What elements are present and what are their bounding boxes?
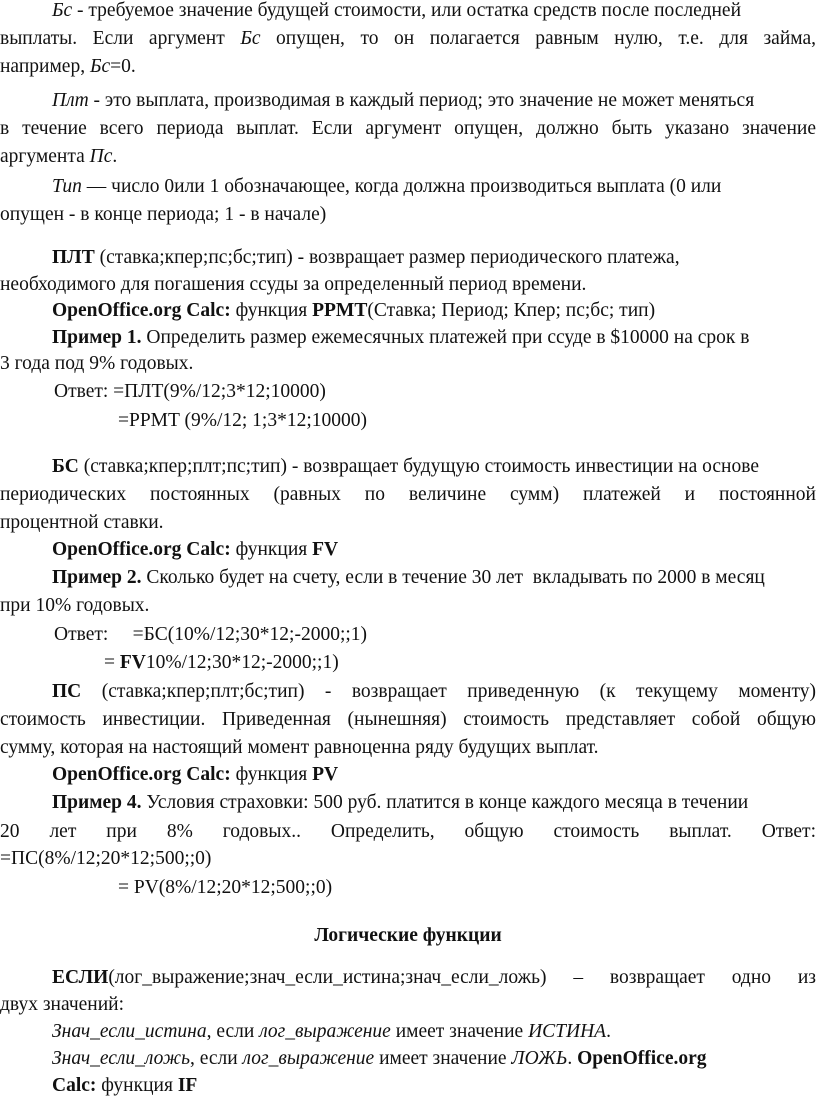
bs-example-line-1: Пример 2. Сколько будет на счету, если в течение 30 лет вкладывать по 2000 в месяц: [52, 567, 765, 588]
pmt-def-line-2: в течение всего периода выплат. Если аргумент опущен, должно быть указано значение: [0, 118, 816, 139]
fv-arg-name: Бс: [52, 0, 73, 21]
bs-line-2: периодических постоянных (равных по величине сумм) платежей и постоянной: [0, 484, 816, 505]
plt-line-2: необходимого для погашения ссуды за определенный период времени.: [0, 274, 587, 295]
if-false-line: Знач_если_ложь, если лог_выражение имеет значение ЛОЖЬ. OpenOffice.org: [52, 1048, 707, 1069]
bs-answer-1: Ответ: =БС(10%/12;30*12;-2000;;1): [54, 624, 368, 645]
bs-answer-2: = FV10%/12;30*12;-2000;;1): [104, 652, 339, 673]
ps-oo-line: OpenOffice.org Calc: функция PV: [52, 764, 339, 785]
bs-example-line-2: при 10% годовых.: [0, 595, 150, 616]
ps-line-1: ПС (ставка;кпер;плт;бс;тип) - возвращает приведенную (к текущему моменту): [52, 681, 816, 702]
fv-def-line-1: Бс - требуемое значение будущей стоимости, или остатка средств после последней: [52, 0, 742, 21]
plt-answer-2: =PPMT (9%/12; 1;3*12;10000): [118, 410, 367, 431]
type-def-line-2: опущен - в конце периода; 1 - в начале): [0, 204, 327, 225]
fv-def-line-3: например, Бс=0.: [0, 56, 136, 77]
pmt-def-line-1: Плт - это выплата, производимая в каждый период; это значение не может меняться: [52, 90, 755, 111]
section-heading: Логические функции: [314, 925, 502, 946]
plt-oo-line: OpenOffice.org Calc: функция PPMT(Ставка; Период; Кпер; пс;бс; тип): [52, 300, 656, 321]
if-oo-line: Calc: функция IF: [52, 1075, 198, 1096]
plt-answer-1: Ответ: =ПЛТ(9%/12;3*12;10000): [54, 381, 326, 402]
if-line-2: двух значений:: [0, 994, 125, 1015]
ps-example-line-1: Пример 4. Условия страховки: 500 руб. платится в конце каждого месяца в течении: [52, 792, 749, 813]
bs-oo-line: OpenOffice.org Calc: функция FV: [52, 539, 339, 560]
plt-example-line-1: Пример 1. Определить размер ежемесячных платежей при ссуде в $10000 на срок в: [52, 327, 750, 348]
pmt-def-line-3: аргумента Пс.: [0, 146, 118, 167]
ps-line-3: сумму, которая на настоящий момент равноценна ряду будущих выплат.: [0, 737, 599, 758]
plt-example-line-2: 3 года под 9% годовых.: [0, 353, 194, 374]
fv-def-line-2: выплаты. Если аргумент Бс опущен, то он полагается равным нулю, т.е. для займа,: [0, 28, 816, 49]
plt-line-1: ПЛТ (ставка;кпер;пс;бс;тип) - возвращает размер периодического платежа,: [52, 247, 680, 268]
ps-line-2: стоимость инвестиции. Приведенная (нынешняя) стоимость представляет собой общую: [0, 709, 816, 730]
ps-example-line-3: =ПС(8%/12;20*12;500;;0): [0, 848, 212, 869]
if-true-line: Знач_если_истина, если лог_выражение имеет значение ИСТИНА.: [52, 1021, 611, 1042]
type-def-line-1: Тип — число 0или 1 обозначающее, когда должна производиться выплата (0 или: [52, 176, 722, 197]
ps-example-line-2: 20 лет при 8% годовых.. Определить, общую стоимость выплат. Ответ:: [0, 821, 816, 842]
if-line-1: ЕСЛИ(лог_выражение;знач_если_истина;знач_если_ложь) – возвращает одно из: [52, 967, 816, 988]
ps-answer-2: = PV(8%/12;20*12;500;;0): [118, 877, 333, 898]
bs-line-1: БС (ставка;кпер;плт;пс;тип) - возвращает будущую стоимость инвестиции на основе: [52, 456, 759, 477]
bs-line-3: процентной ставки.: [0, 512, 164, 533]
